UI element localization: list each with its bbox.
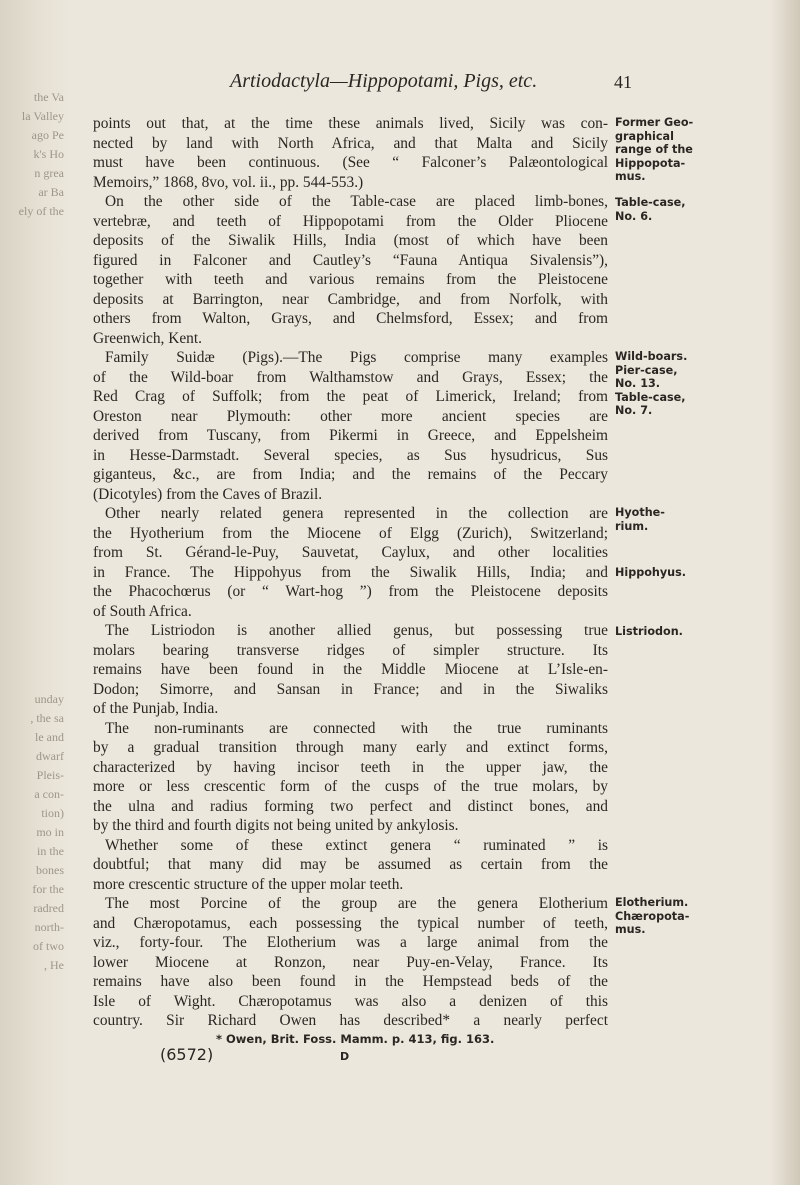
text-line: Other nearly related genera represented in the collection are <box>105 505 608 522</box>
signature-letter: D <box>340 1050 350 1063</box>
page-right-edge <box>770 0 800 1185</box>
text-line: vertebræ, and teeth of Hippopotami from the Older Pliocene <box>93 212 608 230</box>
text-line: Memoirs,” 1868, 8vo, vol. ii., pp. 544-553.) <box>93 173 364 191</box>
text-line: The Listriodon is another allied genus, but possessing true <box>105 622 608 639</box>
margin-note-line: mus. <box>615 170 646 183</box>
margin-note-line: Table-case, <box>615 390 686 404</box>
margin-note-line: graphical <box>615 129 674 143</box>
page-number: 41 <box>614 72 632 92</box>
text-line: in Hesse-Darmstadt. Several species, as Sus hysudricus, Sus <box>93 446 608 464</box>
margin-note-former-range <box>615 116 765 184</box>
body-text <box>93 114 608 1031</box>
text-line: viz., forty-four. The Elotherium was a large animal from the <box>93 934 608 951</box>
text-line: lower Miocene at Ronzon, near Puy-en-Velay, France. Its <box>93 953 608 971</box>
text-line: the Hyotherium from the Miocene of Elgg (Zurich), Switzerland; <box>93 524 608 542</box>
margin-note-listriodon <box>615 625 765 639</box>
margin-note-line: Hippopota- <box>615 156 686 170</box>
text-line: Isle of Wight. Chæropotamus was also a denizen of this <box>93 992 608 1010</box>
text-line: by a gradual transition through many early and extinct forms, <box>93 739 608 756</box>
text-line: of South Africa. <box>93 602 192 620</box>
text-line: points out that, at the time these animals lived, Sicily was con- <box>93 115 608 132</box>
text-line: by the third and fourth digits not being united by ankylosis. <box>93 817 459 834</box>
text-line: Dodon; Simorre, and Sansan in France; and in the Siwaliks <box>93 680 608 698</box>
text-line: country. Sir Richard Owen has described* a nearly perfect <box>93 1012 608 1029</box>
text-line: Oreston near Plymouth: other more ancient species are <box>93 407 608 425</box>
text-line: others from Walton, Grays, and Chelmsford, Essex; and from <box>93 310 608 327</box>
margin-note-line: range of the <box>615 143 693 156</box>
margin-note-line: Pier-case, <box>615 363 678 377</box>
text-line: more crescentic structure of the upper molar teeth. <box>93 875 404 893</box>
text-line: derived from Tuscany, from Pikermi in Greece, and Eppelsheim <box>93 427 608 444</box>
margin-note-line: rium. <box>615 519 649 533</box>
margin-note-elotherium <box>615 896 765 937</box>
text-line: Whether some of these extinct genera “ ruminated ” is <box>105 836 608 854</box>
margin-note-line: Wild-boars. <box>615 350 688 363</box>
facing-page-bleed-upper: the Va la Valley ago Pe k's Ho n grea ar Ba ely of the <box>18 90 64 218</box>
text-line: together with teeth and various remains from the Pleistocene <box>93 271 608 288</box>
text-line: of the Punjab, India. <box>93 700 219 717</box>
footnote: * Owen, Brit. Foss. Mamm. p. 413, fig. 163. <box>216 1032 495 1046</box>
text-line: must have been continuous. (See “ Falconer’s Palæontological <box>93 154 608 171</box>
text-line: Greenwich, Kent. <box>93 329 202 347</box>
text-line: Family Suidæ (Pigs).—The Pigs comprise many examples <box>105 349 608 366</box>
text-line: characterized by having incisor teeth in the upper jaw, the <box>93 758 608 776</box>
margin-note-line: mus. <box>615 923 646 936</box>
margin-note-hippohyus <box>615 566 765 580</box>
margin-note-line: Hyothe- <box>615 506 665 519</box>
text-line: Red Crag of Suffolk; from the peat of Limerick, Ireland; from <box>93 388 608 405</box>
text-line: of the Wild-boar from Walthamstow and Grays, Essex; the <box>93 368 608 386</box>
margin-note-table-case-6 <box>615 196 765 223</box>
text-line: molars bearing transverse ridges of simpler structure. Its <box>93 641 608 659</box>
margin-note-line: Chæropota- <box>615 909 690 923</box>
running-header: Artiodactyla—Hippopotami, Pigs, etc. <box>230 70 538 92</box>
margin-note-line: Table-case, <box>615 196 686 209</box>
text-line: remains have been found in the Middle Miocene at L’Isle-en- <box>93 661 608 678</box>
margin-note-line: No. 13. <box>615 377 661 390</box>
margin-note-line: Elotherium. <box>615 896 689 909</box>
text-line: figured in Falconer and Cautley’s “Fauna Antiqua Sivalensis”), <box>93 251 608 269</box>
text-line: deposits of the Siwalik Hills, India (most of which have been <box>93 232 608 249</box>
margin-note-line: Hippohyus. <box>615 566 687 579</box>
text-line: The most Porcine of the group are the genera Elotherium <box>105 895 608 912</box>
margin-note-line: Listriodon. <box>615 625 683 638</box>
margin-note-line: No. 6. <box>615 209 653 223</box>
text-line: from St. Gérand-le-Puy, Sauvetat, Caylux, and other localities <box>93 544 608 561</box>
text-line: The non-ruminants are connected with the true ruminants <box>105 719 608 737</box>
text-line: deposits at Barrington, near Cambridge, and from Norfolk, with <box>93 290 608 308</box>
text-line: and Chæropotamus, each possessing the typical number of teeth, <box>93 914 608 932</box>
margin-note-hyotherium <box>615 506 765 533</box>
text-line: remains have also been found in the Hempstead beds of the <box>93 973 608 990</box>
signature-number: (6572) <box>160 1045 214 1064</box>
text-line: the Phacochœrus (or “ Wart-hog ”) from the Pleistocene deposits <box>93 583 608 600</box>
text-line: in France. The Hippohyus from the Siwalik Hills, India; and <box>93 563 608 581</box>
text-line: doubtful; that many did may be assumed as certain from the <box>93 856 608 873</box>
margin-note-wild-boars <box>615 350 765 418</box>
facing-page-bleed-lower: unday , the sa le and dwarf Pleis- a con- tion) mo in in the bones for the radred north- of two , He <box>30 692 64 972</box>
margin-note-line: No. 7. <box>615 404 653 417</box>
text-line: On the other side of the Table-case are placed limb-bones, <box>105 193 608 210</box>
text-line: nected by land with North Africa, and that Malta and Sicily <box>93 134 608 152</box>
text-line: more or less crescentic form of the cusps of the true molars, by <box>93 778 608 795</box>
text-line: giganteus, &c., are from India; and the remains of the Peccary <box>93 466 608 483</box>
text-line: the ulna and radius forming two perfect and distinct bones, and <box>93 797 608 815</box>
margin-note-line: Former Geo- <box>615 116 694 129</box>
text-line: (Dicotyles) from the Caves of Brazil. <box>93 485 323 503</box>
